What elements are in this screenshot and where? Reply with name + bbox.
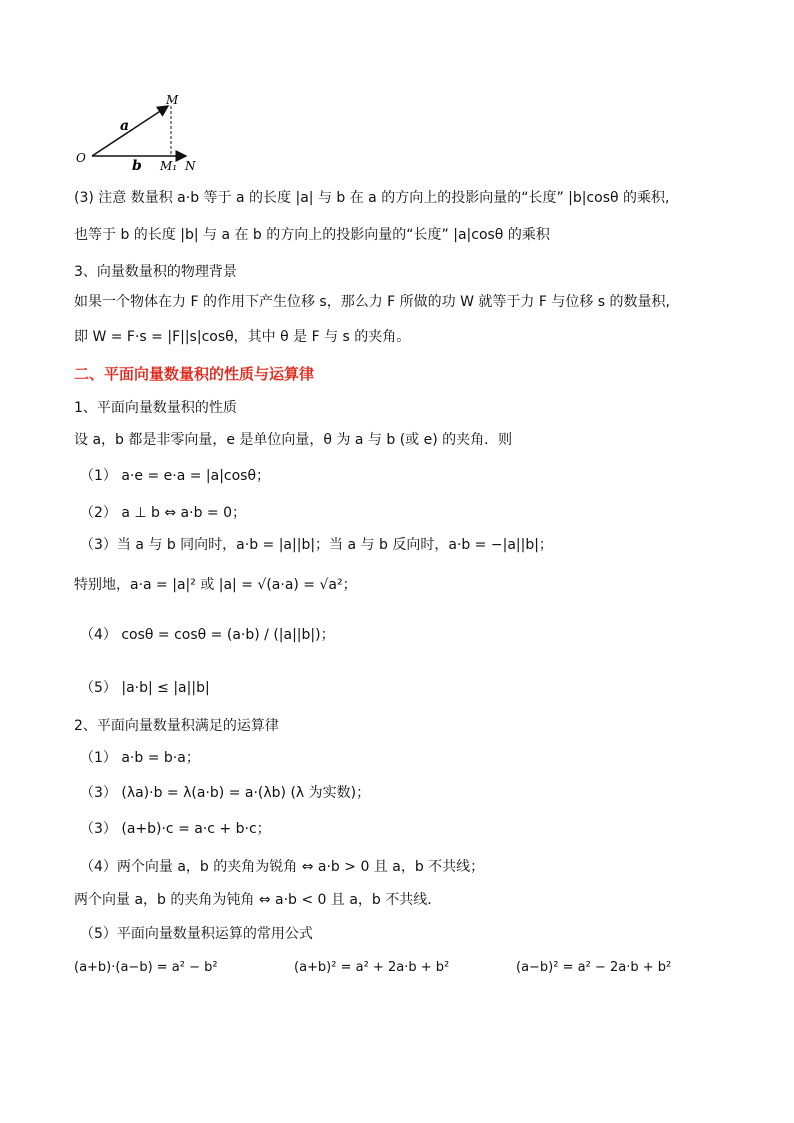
formula-difference-of-squares: (a+b)·(a−b) = a² − b² — [74, 960, 218, 975]
property-2: （2） a ⊥ b ⇔ a·b = 0； — [80, 505, 247, 521]
physics-line-1: 如果一个物体在力 F 的作用下产生位移 s，那么力 F 所做的功 W 就等于力 F 与位移 s 的数量积, — [74, 294, 670, 310]
laws-title: 2、平面向量数量积满足的运算律 — [74, 718, 279, 734]
law-1: （1） a·b = b·a； — [80, 750, 200, 766]
label-M1: M₁ — [160, 159, 178, 173]
label-M: M — [166, 93, 179, 107]
property-1: （1） a·e = e·a = |a|cosθ； — [80, 468, 271, 484]
projection-figure — [74, 90, 214, 175]
note-3-line-1: (3) 注意 数量积 a·b 等于 a 的长度 |a| 与 b 在 a 的方向上的投影向量的“长度” |b|cosθ 的乘积, — [74, 190, 670, 206]
property-special: 特别地，a·a = |a|² 或 |a| = √(a·a) = √a²； — [74, 577, 357, 593]
law-4-line-1: （4）两个向量 a，b 的夹角为锐角 ⇔ a·b > 0 且 a，b 不共线； — [80, 859, 485, 875]
label-a: a — [120, 118, 130, 134]
formula-difference-square: (a−b)² = a² − 2a·b + b² — [516, 960, 672, 975]
law-4-line-2: 两个向量 a，b 的夹角为钝角 ⇔ a·b < 0 且 a，b 不共线. — [74, 892, 432, 908]
law-5-title: （5）平面向量数量积运算的常用公式 — [80, 926, 313, 942]
label-O: O — [76, 151, 86, 165]
property-5: （5） |a·b| ≤ |a||b| — [80, 680, 210, 696]
chapter-heading: 二、平面向量数量积的性质与运算律 — [74, 365, 315, 383]
property-4: （4） cosθ = cosθ = (a·b) / (|a||b|)； — [80, 627, 335, 643]
property-3: （3）当 a 与 b 同向时，a·b = |a||b|；当 a 与 b 反向时，a·b = −|a||b|； — [80, 537, 553, 553]
vector-a — [92, 106, 168, 156]
note-3-line-2: 也等于 b 的长度 |b| 与 a 在 b 的方向上的投影向量的“长度” |a|cosθ 的乘积 — [74, 227, 550, 243]
law-2: （3） (λa)·b = λ(a·b) = a·(λb) (λ 为实数)； — [80, 785, 371, 801]
properties-intro: 设 a，b 都是非零向量，e 是单位向量，θ 为 a 与 b (或 e) 的夹角．则 — [74, 432, 513, 448]
label-b: b — [132, 158, 142, 174]
formula-sum-square: (a+b)² = a² + 2a·b + b² — [294, 960, 450, 975]
label-N: N — [185, 159, 196, 173]
section-3-title: 3、向量数量积的物理背景 — [74, 264, 237, 280]
law-3: （3） (a+b)·c = a·c + b·c； — [80, 821, 271, 837]
physics-line-2: 即 W = F·s = |F||s|cosθ，其中 θ 是 F 与 s 的夹角。 — [74, 329, 411, 345]
properties-title: 1、平面向量数量积的性质 — [74, 400, 237, 416]
